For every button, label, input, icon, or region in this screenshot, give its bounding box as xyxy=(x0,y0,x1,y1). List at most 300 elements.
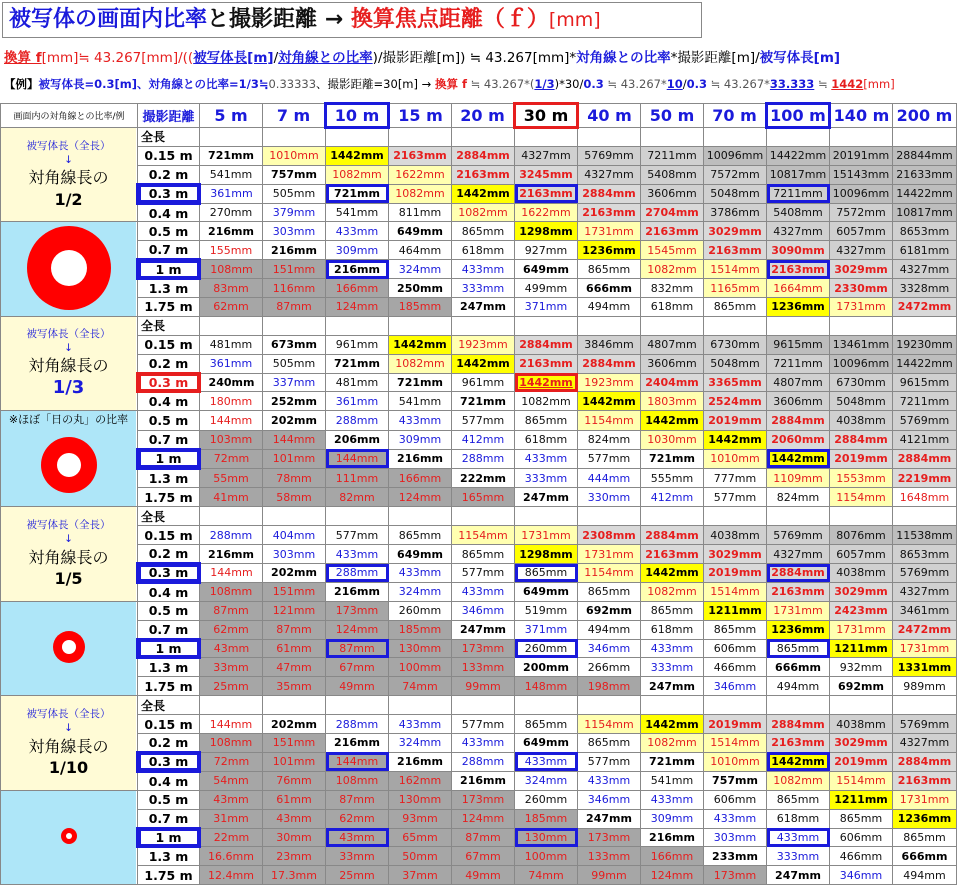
focal-length-cell: 116mm xyxy=(263,279,326,298)
focal-length-cell: 1211mm xyxy=(830,790,893,809)
ring-illustration xyxy=(1,222,138,316)
focal-length-cell: 577mm xyxy=(326,526,389,545)
table-row xyxy=(1,752,957,771)
formula-i: 被写体長[m] xyxy=(759,50,841,66)
header-distance-2: 10 m xyxy=(326,104,389,128)
focal-length-cell: 130mm xyxy=(389,639,452,658)
focal-length-cell: 1236mm xyxy=(893,809,957,828)
focal-length-cell: 433mm xyxy=(389,564,452,583)
table-row xyxy=(1,146,957,165)
empty-cell xyxy=(830,507,893,526)
focal-length-cell: 108mm xyxy=(200,582,263,601)
focal-length-cell: 3786mm xyxy=(704,203,767,222)
down-arrow-icon: ↓ xyxy=(64,533,73,546)
focal-length-cell: 346mm xyxy=(704,677,767,696)
label-subject-length: 被写体長（全長） xyxy=(26,519,111,532)
section-3-zencho-row xyxy=(1,696,957,715)
focal-length-cell: 173mm xyxy=(578,828,641,847)
example-m: 0.3 xyxy=(686,77,707,91)
focal-length-cell: 865mm xyxy=(704,620,767,639)
focal-length-cell: 404mm xyxy=(263,526,326,545)
formula-e: 対角線との比率 xyxy=(278,50,373,66)
focal-length-cell: 67mm xyxy=(452,847,515,866)
focal-length-cell: 108mm xyxy=(200,734,263,753)
focal-length-cell: 371mm xyxy=(515,620,578,639)
focal-length-cell: 412mm xyxy=(452,430,515,449)
focal-length-cell: 618mm xyxy=(641,620,704,639)
label-diagonal: 対角線長の xyxy=(28,168,109,188)
subject-length-cell: 1 m xyxy=(138,260,200,279)
focal-length-cell: 78mm xyxy=(263,468,326,487)
focal-length-cell: 1082mm xyxy=(389,184,452,203)
focal-length-cell: 824mm xyxy=(767,488,830,507)
empty-cell xyxy=(767,316,830,335)
focal-length-cell: 216mm xyxy=(326,734,389,753)
focal-length-cell: 666mm xyxy=(893,847,957,866)
focal-length-cell: 989mm xyxy=(893,677,957,696)
focal-length-cell: 865mm xyxy=(704,298,767,317)
focal-length-cell: 14422mm xyxy=(893,184,957,203)
focal-length-cell: 247mm xyxy=(578,809,641,828)
focal-length-cell: 41mm xyxy=(200,488,263,507)
focal-length-cell: 12.4mm xyxy=(200,866,263,885)
empty-cell xyxy=(767,696,830,715)
focal-length-cell: 1442mm xyxy=(452,354,515,373)
focal-length-cell: 14422mm xyxy=(767,146,830,165)
ring-illustration xyxy=(1,411,138,507)
focal-length-cell: 1731mm xyxy=(830,620,893,639)
table-row xyxy=(1,392,957,411)
focal-length-cell: 166mm xyxy=(326,279,389,298)
focal-length-cell: 50mm xyxy=(389,847,452,866)
focal-length-cell: 133mm xyxy=(452,658,515,677)
focal-length-cell: 7572mm xyxy=(704,165,767,184)
table-header-row xyxy=(1,104,957,128)
focal-length-cell: 216mm xyxy=(641,828,704,847)
focal-length-cell: 961mm xyxy=(452,373,515,392)
focal-length-cell: 155mm xyxy=(200,241,263,260)
header-ratio-label: 画面内の対角線との比率/例 xyxy=(1,104,138,128)
focal-length-cell: 865mm xyxy=(578,260,641,279)
header-distance-7: 50 m xyxy=(641,104,704,128)
focal-length-cell: 133mm xyxy=(578,847,641,866)
label-subject-length: 被写体長（全長） xyxy=(26,327,111,340)
focal-length-cell: 721mm xyxy=(200,146,263,165)
focal-length-cell: 309mm xyxy=(641,809,704,828)
focal-length-cell: 1622mm xyxy=(389,165,452,184)
focal-length-cell: 541mm xyxy=(200,165,263,184)
focal-length-cell: 7211mm xyxy=(641,146,704,165)
focal-length-cell: 577mm xyxy=(578,752,641,771)
example-n: ≒ 43.267* xyxy=(706,77,770,91)
focal-length-cell: 1236mm xyxy=(767,620,830,639)
focal-length-cell: 649mm xyxy=(515,260,578,279)
focal-length-cell: 166mm xyxy=(389,468,452,487)
focal-length-cell: 2019mm xyxy=(704,715,767,734)
focal-length-cell: 2163mm xyxy=(704,241,767,260)
focal-length-cell: 43mm xyxy=(200,790,263,809)
focal-length-cell: 865mm xyxy=(767,790,830,809)
focal-length-cell: 87mm xyxy=(326,790,389,809)
subject-length-cell: 0.5 m xyxy=(138,601,200,620)
focal-length-cell: 1211mm xyxy=(704,601,767,620)
subject-length-cell: 0.7 m xyxy=(138,241,200,260)
focal-length-cell: 62mm xyxy=(200,620,263,639)
table-row xyxy=(1,828,957,847)
focal-length-cell: 74mm xyxy=(515,866,578,885)
focal-length-cell: 1154mm xyxy=(578,411,641,430)
focal-length-cell: 1442mm xyxy=(767,752,830,771)
focal-length-cell: 1923mm xyxy=(578,373,641,392)
focal-length-cell: 216mm xyxy=(200,545,263,564)
focal-length-cell: 15143mm xyxy=(830,165,893,184)
focal-length-cell: 1731mm xyxy=(578,222,641,241)
empty-cell xyxy=(515,696,578,715)
subject-length-cell: 0.7 m xyxy=(138,620,200,639)
focal-length-cell: 288mm xyxy=(326,564,389,583)
table-row xyxy=(1,241,957,260)
subject-length-cell: 0.4 m xyxy=(138,392,200,411)
focal-length-cell: 2884mm xyxy=(893,752,957,771)
table-row xyxy=(1,468,957,487)
subject-length-cell: 0.3 m xyxy=(138,184,200,203)
focal-length-cell: 1442mm xyxy=(641,411,704,430)
focal-length-cell: 505mm xyxy=(263,184,326,203)
focal-length-cell: 1082mm xyxy=(326,165,389,184)
formula-c: 被写体長[m] xyxy=(193,50,274,66)
subject-length-cell: 0.15 m xyxy=(138,146,200,165)
focal-length-cell: 379mm xyxy=(263,203,326,222)
focal-length-cell: 216mm xyxy=(452,771,515,790)
focal-length-cell: 4327mm xyxy=(767,222,830,241)
focal-length-cell: 2884mm xyxy=(830,430,893,449)
subject-length-cell: 0.15 m xyxy=(138,715,200,734)
focal-length-cell: 62mm xyxy=(326,809,389,828)
focal-length-cell: 433mm xyxy=(452,260,515,279)
focal-length-cell: 185mm xyxy=(515,809,578,828)
focal-length-cell: 247mm xyxy=(452,298,515,317)
subject-length-cell: 0.4 m xyxy=(138,203,200,222)
subject-length-cell: 0.2 m xyxy=(138,354,200,373)
focal-length-cell: 865mm xyxy=(578,734,641,753)
focal-length-cell: 101mm xyxy=(263,449,326,468)
focal-length-cell: 433mm xyxy=(326,222,389,241)
subject-length-cell: 1.3 m xyxy=(138,847,200,866)
focal-length-cell: 124mm xyxy=(326,298,389,317)
focal-length-cell: 3245mm xyxy=(515,165,578,184)
focal-length-cell: 4327mm xyxy=(893,734,957,753)
focal-length-cell: 1442mm xyxy=(515,373,578,392)
header-distance-6: 40 m xyxy=(578,104,641,128)
focal-length-cell: 216mm xyxy=(389,449,452,468)
example-q: 1442 xyxy=(831,77,864,91)
focal-length-cell: 466mm xyxy=(704,658,767,677)
focal-length-cell: 99mm xyxy=(452,677,515,696)
focal-length-cell: 2524mm xyxy=(704,392,767,411)
focal-length-cell: 2163mm xyxy=(515,184,578,203)
focal-length-cell: 10817mm xyxy=(767,165,830,184)
label-ratio: 1/10 xyxy=(48,758,89,778)
focal-length-cell: 202mm xyxy=(263,564,326,583)
focal-length-cell: 4807mm xyxy=(767,373,830,392)
down-arrow-icon: ↓ xyxy=(64,154,73,167)
section-label xyxy=(1,316,138,410)
focal-length-cell: 185mm xyxy=(389,620,452,639)
focal-length-cell: 43mm xyxy=(263,809,326,828)
focal-length-cell: 180mm xyxy=(200,392,263,411)
focal-length-cell: 1664mm xyxy=(767,279,830,298)
focal-length-cell: 3606mm xyxy=(767,392,830,411)
empty-cell xyxy=(641,696,704,715)
label-ratio: 1/2 xyxy=(54,189,83,209)
example-r: [mm] xyxy=(863,77,895,91)
focal-length-cell: 757mm xyxy=(263,165,326,184)
focal-length-cell: 37mm xyxy=(389,866,452,885)
focal-length-cell: 10096mm xyxy=(830,354,893,373)
empty-cell xyxy=(830,128,893,147)
focal-length-cell: 618mm xyxy=(767,809,830,828)
subject-length-cell: 1 m xyxy=(138,828,200,847)
focal-length-cell: 3029mm xyxy=(704,545,767,564)
label-diagonal: 対角線長の xyxy=(28,736,109,756)
down-arrow-icon: ↓ xyxy=(64,722,73,735)
focal-length-cell: 198mm xyxy=(578,677,641,696)
focal-length-cell: 288mm xyxy=(326,715,389,734)
focal-length-cell: 541mm xyxy=(326,203,389,222)
focal-length-cell: 1010mm xyxy=(704,752,767,771)
focal-length-cell: 1514mm xyxy=(830,771,893,790)
empty-cell xyxy=(200,316,263,335)
focal-length-cell: 3090mm xyxy=(767,241,830,260)
focal-length-cell: 1154mm xyxy=(452,526,515,545)
focal-length-cell: 1442mm xyxy=(578,392,641,411)
table-row xyxy=(1,526,957,545)
title-arrow: → xyxy=(317,7,351,32)
focal-length-cell: 7572mm xyxy=(830,203,893,222)
focal-length-cell: 721mm xyxy=(326,184,389,203)
focal-length-cell: 4807mm xyxy=(641,335,704,354)
zencho-label: 全長 xyxy=(138,128,200,147)
focal-length-cell: 1514mm xyxy=(704,260,767,279)
section-label xyxy=(1,128,138,222)
focal-length-cell: 233mm xyxy=(704,847,767,866)
focal-length-cell: 494mm xyxy=(578,298,641,317)
focal-length-cell: 2163mm xyxy=(389,146,452,165)
focal-length-cell: 865mm xyxy=(389,526,452,545)
title-part1: 被写体の画面内比率 xyxy=(9,7,208,32)
focal-length-cell: 333mm xyxy=(452,279,515,298)
focal-length-cell: 49mm xyxy=(452,866,515,885)
focal-length-cell: 6057mm xyxy=(830,222,893,241)
table-row xyxy=(1,809,957,828)
focal-length-cell: 333mm xyxy=(641,658,704,677)
focal-length-cell: 260mm xyxy=(515,790,578,809)
focal-length-cell: 1154mm xyxy=(578,715,641,734)
example-o: 33.333 xyxy=(769,77,815,91)
focal-length-cell: 10817mm xyxy=(893,203,957,222)
subject-length-cell: 0.2 m xyxy=(138,545,200,564)
focal-length-cell: 433mm xyxy=(452,734,515,753)
table-row xyxy=(1,335,957,354)
focal-length-cell: 247mm xyxy=(515,488,578,507)
focal-length-cell: 4038mm xyxy=(830,715,893,734)
subject-length-cell: 0.4 m xyxy=(138,582,200,601)
focal-length-cell: 72mm xyxy=(200,449,263,468)
example-i: 0.3 xyxy=(583,77,604,91)
focal-length-cell: 1514mm xyxy=(704,582,767,601)
focal-length-cell: 1731mm xyxy=(767,601,830,620)
focal-length-cell: 173mm xyxy=(452,790,515,809)
subject-length-cell: 1.75 m xyxy=(138,488,200,507)
empty-cell xyxy=(200,696,263,715)
focal-length-cell: 14422mm xyxy=(893,354,957,373)
focal-length-cell: 1211mm xyxy=(830,639,893,658)
example-b: 被写体長=0.3[m]、対角線との比率=1/3≒ xyxy=(38,77,269,91)
formula-h: *撮影距離[m]/ xyxy=(670,50,760,66)
focal-length-cell: 2019mm xyxy=(830,449,893,468)
section-2-zencho-row xyxy=(1,507,957,526)
focal-length-cell: 166mm xyxy=(641,847,704,866)
empty-cell xyxy=(389,507,452,526)
example-h: )*30/ xyxy=(554,77,584,91)
table-row xyxy=(1,165,957,184)
table-row xyxy=(1,790,957,809)
focal-length-cell: 927mm xyxy=(515,241,578,260)
focal-length-cell: 11538mm xyxy=(893,526,957,545)
focal-length-cell: 1731mm xyxy=(830,298,893,317)
focal-length-cell: 288mm xyxy=(452,449,515,468)
table-row xyxy=(1,260,957,279)
focal-length-cell: 4327mm xyxy=(830,241,893,260)
focal-length-cell: 1442mm xyxy=(704,430,767,449)
focal-length-cell: 444mm xyxy=(578,468,641,487)
focal-length-cell: 1442mm xyxy=(389,335,452,354)
focal-length-cell: 247mm xyxy=(767,866,830,885)
focal-length-cell: 124mm xyxy=(641,866,704,885)
focal-length-cell: 130mm xyxy=(515,828,578,847)
red-ring-icon xyxy=(19,427,119,503)
empty-cell xyxy=(200,507,263,526)
subject-length-cell: 1.3 m xyxy=(138,658,200,677)
focal-length-cell: 124mm xyxy=(452,809,515,828)
focal-length-cell: 433mm xyxy=(389,715,452,734)
focal-length-cell: 82mm xyxy=(326,488,389,507)
focal-length-cell: 3606mm xyxy=(641,354,704,373)
focal-length-cell: 173mm xyxy=(704,866,767,885)
empty-cell xyxy=(326,316,389,335)
focal-length-cell: 7211mm xyxy=(767,354,830,373)
focal-length-cell: 10096mm xyxy=(830,184,893,203)
empty-cell xyxy=(641,316,704,335)
focal-length-cell: 346mm xyxy=(578,639,641,658)
focal-length-cell: 464mm xyxy=(389,241,452,260)
header-distance-10: 140 m xyxy=(830,104,893,128)
label-diagonal: 対角線長の xyxy=(28,547,109,567)
focal-length-cell: 144mm xyxy=(326,449,389,468)
focal-length-cell: 5048mm xyxy=(704,184,767,203)
focal-length-cell: 144mm xyxy=(200,715,263,734)
focal-length-cell: 692mm xyxy=(830,677,893,696)
section-1-zencho-row xyxy=(1,316,957,335)
focal-length-cell: 5408mm xyxy=(767,203,830,222)
formula-a: 換算 f xyxy=(4,50,42,66)
focal-length-cell: 865mm xyxy=(515,411,578,430)
table-row xyxy=(1,411,957,430)
focal-length-cell: 5408mm xyxy=(641,165,704,184)
focal-length-cell: 961mm xyxy=(326,335,389,354)
focal-length-cell: 832mm xyxy=(641,279,704,298)
focal-length-cell: 2472mm xyxy=(893,298,957,317)
formula-d: / xyxy=(273,50,279,66)
focal-length-cell: 324mm xyxy=(389,734,452,753)
empty-cell xyxy=(830,316,893,335)
focal-length-cell: 3029mm xyxy=(830,734,893,753)
table-row xyxy=(1,601,957,620)
table-row xyxy=(1,847,957,866)
empty-cell xyxy=(389,128,452,147)
focal-length-cell: 108mm xyxy=(200,260,263,279)
subject-length-cell: 0.7 m xyxy=(138,430,200,449)
focal-length-cell: 2884mm xyxy=(452,146,515,165)
focal-length-cell: 541mm xyxy=(641,771,704,790)
focal-length-cell: 43mm xyxy=(200,639,263,658)
empty-cell xyxy=(452,507,515,526)
focal-length-cell: 2704mm xyxy=(641,203,704,222)
focal-length-cell: 121mm xyxy=(263,601,326,620)
focal-length-cell: 865mm xyxy=(767,639,830,658)
subject-length-cell: 1.3 m xyxy=(138,279,200,298)
table-row xyxy=(1,545,957,564)
focal-length-cell: 5769mm xyxy=(767,526,830,545)
empty-cell xyxy=(578,128,641,147)
focal-length-cell: 2472mm xyxy=(893,620,957,639)
focal-length-cell: 333mm xyxy=(515,468,578,487)
focal-length-cell: 1545mm xyxy=(641,241,704,260)
focal-length-cell: 577mm xyxy=(704,488,767,507)
empty-cell xyxy=(893,316,957,335)
table-row xyxy=(1,658,957,677)
focal-length-cell: 649mm xyxy=(515,582,578,601)
focal-length-cell: 19230mm xyxy=(893,335,957,354)
table-row xyxy=(1,222,957,241)
red-ring-icon xyxy=(19,791,119,881)
focal-length-cell: 466mm xyxy=(830,847,893,866)
focal-length-cell: 303mm xyxy=(263,545,326,564)
label-diagonal: 対角線長の xyxy=(28,355,109,375)
focal-length-cell: 3365mm xyxy=(704,373,767,392)
focal-length-cell: 87mm xyxy=(263,298,326,317)
table-row xyxy=(1,866,957,885)
focal-length-cell: 3328mm xyxy=(893,279,957,298)
focal-length-cell: 618mm xyxy=(452,241,515,260)
focal-length-cell: 433mm xyxy=(767,828,830,847)
focal-length-cell: 1236mm xyxy=(578,241,641,260)
focal-length-cell: 5769mm xyxy=(578,146,641,165)
subject-length-cell: 0.2 m xyxy=(138,165,200,184)
focal-length-cell: 3606mm xyxy=(641,184,704,203)
focal-length-cell: 3846mm xyxy=(578,335,641,354)
focal-length-cell: 288mm xyxy=(200,526,263,545)
focal-length-cell: 337mm xyxy=(263,373,326,392)
focal-length-cell: 721mm xyxy=(389,373,452,392)
empty-cell xyxy=(893,696,957,715)
focal-length-cell: 6181mm xyxy=(893,241,957,260)
focal-length-cell: 618mm xyxy=(641,298,704,317)
focal-length-cell: 2884mm xyxy=(767,564,830,583)
focal-length-cell: 35mm xyxy=(263,677,326,696)
focal-length-cell: 20191mm xyxy=(830,146,893,165)
focal-length-cell: 23mm xyxy=(263,847,326,866)
